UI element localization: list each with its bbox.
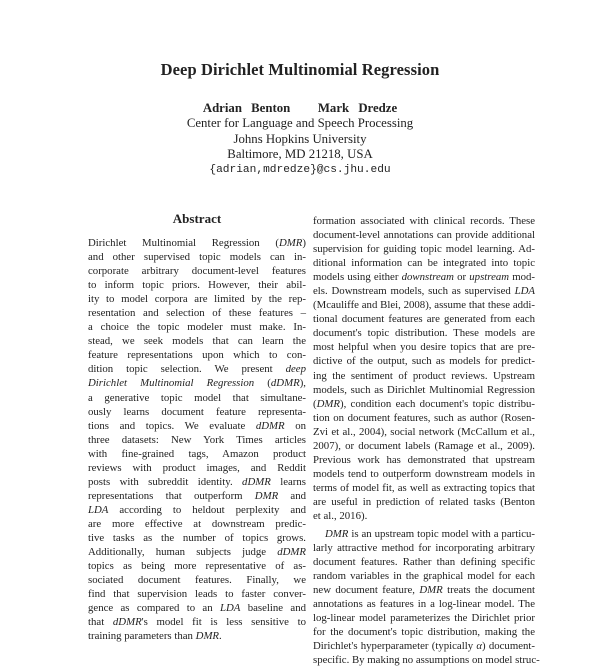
text-line: Previous work has demonstrated that upstream: [313, 453, 535, 466]
author-email: {adrian,mdredze}@cs.jhu.edu: [209, 163, 391, 176]
text-line: and other supervised topic models can in-: [88, 251, 306, 264]
text-line: new document feature, DMR treats the document: [313, 584, 535, 597]
text-line: for the document's topic distribution, making the: [313, 626, 535, 639]
text-line: training parameters than DMR.: [88, 630, 222, 643]
text-line: Zvi et al., 2004), social network (McCallum et al.,: [313, 425, 535, 438]
text-line: three datasets: New York Times articles: [88, 433, 306, 446]
text-line: annotations as features in a log-linear model. The: [313, 598, 535, 611]
text-line: tive tasks as the number of topics grows.: [88, 531, 306, 544]
text-line: stead, we seek models that can learn the: [88, 335, 306, 348]
text-line: larly attractive method for incorporating arbitrary: [313, 542, 535, 555]
text-line: Dirichlet Multinomial Regression (DMR): [88, 237, 306, 249]
text-line: sociated document features. Finally, we: [88, 574, 306, 587]
text-line: log-linear model parameterizes the Dirichlet prior: [313, 612, 535, 625]
text-line: models, such as Dirichlet Multinomial Regression: [313, 383, 535, 396]
text-line: specific. By making no assumptions on model struc-: [313, 654, 540, 667]
text-line: topics as being more representative of as-: [88, 560, 306, 573]
text-line: (Mcauliffe and Blei, 2008), assume that these addi-: [313, 299, 535, 312]
text-line: are useful in prediction of related tasks (Benton: [313, 495, 535, 508]
author-names: Adrian Benton Mark Dredze: [202, 101, 398, 115]
text-line: DMR is an upstream topic model with a particu-: [325, 528, 535, 541]
author-block: [0, 101, 600, 178]
introduction-heading-text: [88, 593, 155, 605]
text-line: 2007), or document labels (Ramage et al., 2009).: [313, 439, 535, 452]
text-line: that dDMR's model fit is less sensitive to: [88, 616, 307, 629]
text-line: tions and topics. We evaluate dDMR on: [88, 419, 306, 432]
text-line: corporate arbitrary document-level features: [88, 265, 306, 278]
text-line: Dirichlet Multinomial Regression (dDMR),: [88, 377, 306, 390]
text-line: Dirichlet's hyperparameter (typically α) document-: [313, 640, 535, 653]
text-line: tional document features are generated from each: [313, 313, 535, 326]
text-line: document's topic distribution. These models are: [313, 327, 535, 340]
text-line: representations that outperform DMR and: [88, 489, 306, 502]
text-line: supervision for guiding topic model learning. Ad-: [313, 243, 535, 256]
paper-title: Deep Dirichlet Multinomial Regression: [160, 60, 440, 79]
affiliation-line-1: Center for Language and Speech Processing: [186, 116, 414, 131]
text-line: formation associated with clinical records. These: [313, 215, 535, 227]
text-line: models using either downstream or upstream mod-: [313, 271, 535, 284]
text-line: posts with subreddit identity. dDMR learns: [88, 475, 306, 488]
text-line: reviews with product images, and Reddit: [88, 461, 306, 474]
abstract-body: [88, 236, 306, 643]
text-line: ously learns document feature representa-: [88, 405, 306, 418]
affiliation-line-3: Baltimore, MD 21218, USA: [227, 147, 373, 162]
text-line: are more effective at downstream predic-: [88, 517, 306, 530]
affiliation-line-2: Johns Hopkins University: [233, 131, 367, 146]
text-line: to inform topic priors. However, their abil-: [88, 279, 306, 292]
body-paragraph-1: [313, 214, 535, 523]
text-line: resentation and selection of these features –: [88, 307, 306, 320]
text-line: ity to model corpora are limited by the rep-: [88, 293, 306, 306]
text-line: LDA according to heldout perplexity and: [88, 503, 306, 516]
introduction-heading-partial: [88, 592, 306, 606]
abstract-paragraph: [88, 236, 306, 643]
text-line: ditional information can be integrated into topic: [313, 257, 535, 270]
text-line: a choice the topic modeler must make. In-: [88, 321, 306, 334]
text-line: most helpful when you desire topics that are pre-: [313, 341, 535, 354]
text-line: models tend to outperform downstream models in: [313, 467, 535, 480]
text-line: find that supervision leads to faster conver-: [88, 588, 306, 601]
text-line: document-level annotations can provide additional: [313, 229, 535, 242]
text-line: dition topic selection. We present deep: [88, 363, 306, 376]
text-line: gence as compared to an LDA baseline and: [88, 602, 306, 615]
text-line: terms of model fit, as well as extracting topics that: [313, 481, 535, 494]
right-column-body: [313, 214, 540, 668]
text-line: dictive of the output, such as models for predict-: [313, 355, 535, 368]
text-line: et al., 2016).: [313, 509, 368, 522]
text-line: Additionally, human subjects judge dDMR: [88, 546, 306, 559]
text-line: document features. Rather than defining specific: [313, 556, 535, 569]
text-line: with fine-grained tags, Amazon product: [88, 447, 306, 460]
text-line: a generative topic model that simultane-: [88, 391, 306, 404]
text-line: feature representations upon which to con-: [88, 349, 306, 362]
text-line: random variables in the graphical model for each: [313, 570, 535, 583]
abstract-heading: Abstract: [172, 211, 222, 226]
text-line: (DMR), condition each document's topic distribu-: [313, 397, 535, 410]
text-line: els. Downstream models, such as supervised LDA: [313, 285, 535, 298]
text-line: ing the sentiment of product reviews. Upstream: [313, 369, 535, 382]
body-paragraph-2: [313, 527, 540, 667]
text-line: tion on document features, such as author (Rosen-: [313, 411, 535, 424]
